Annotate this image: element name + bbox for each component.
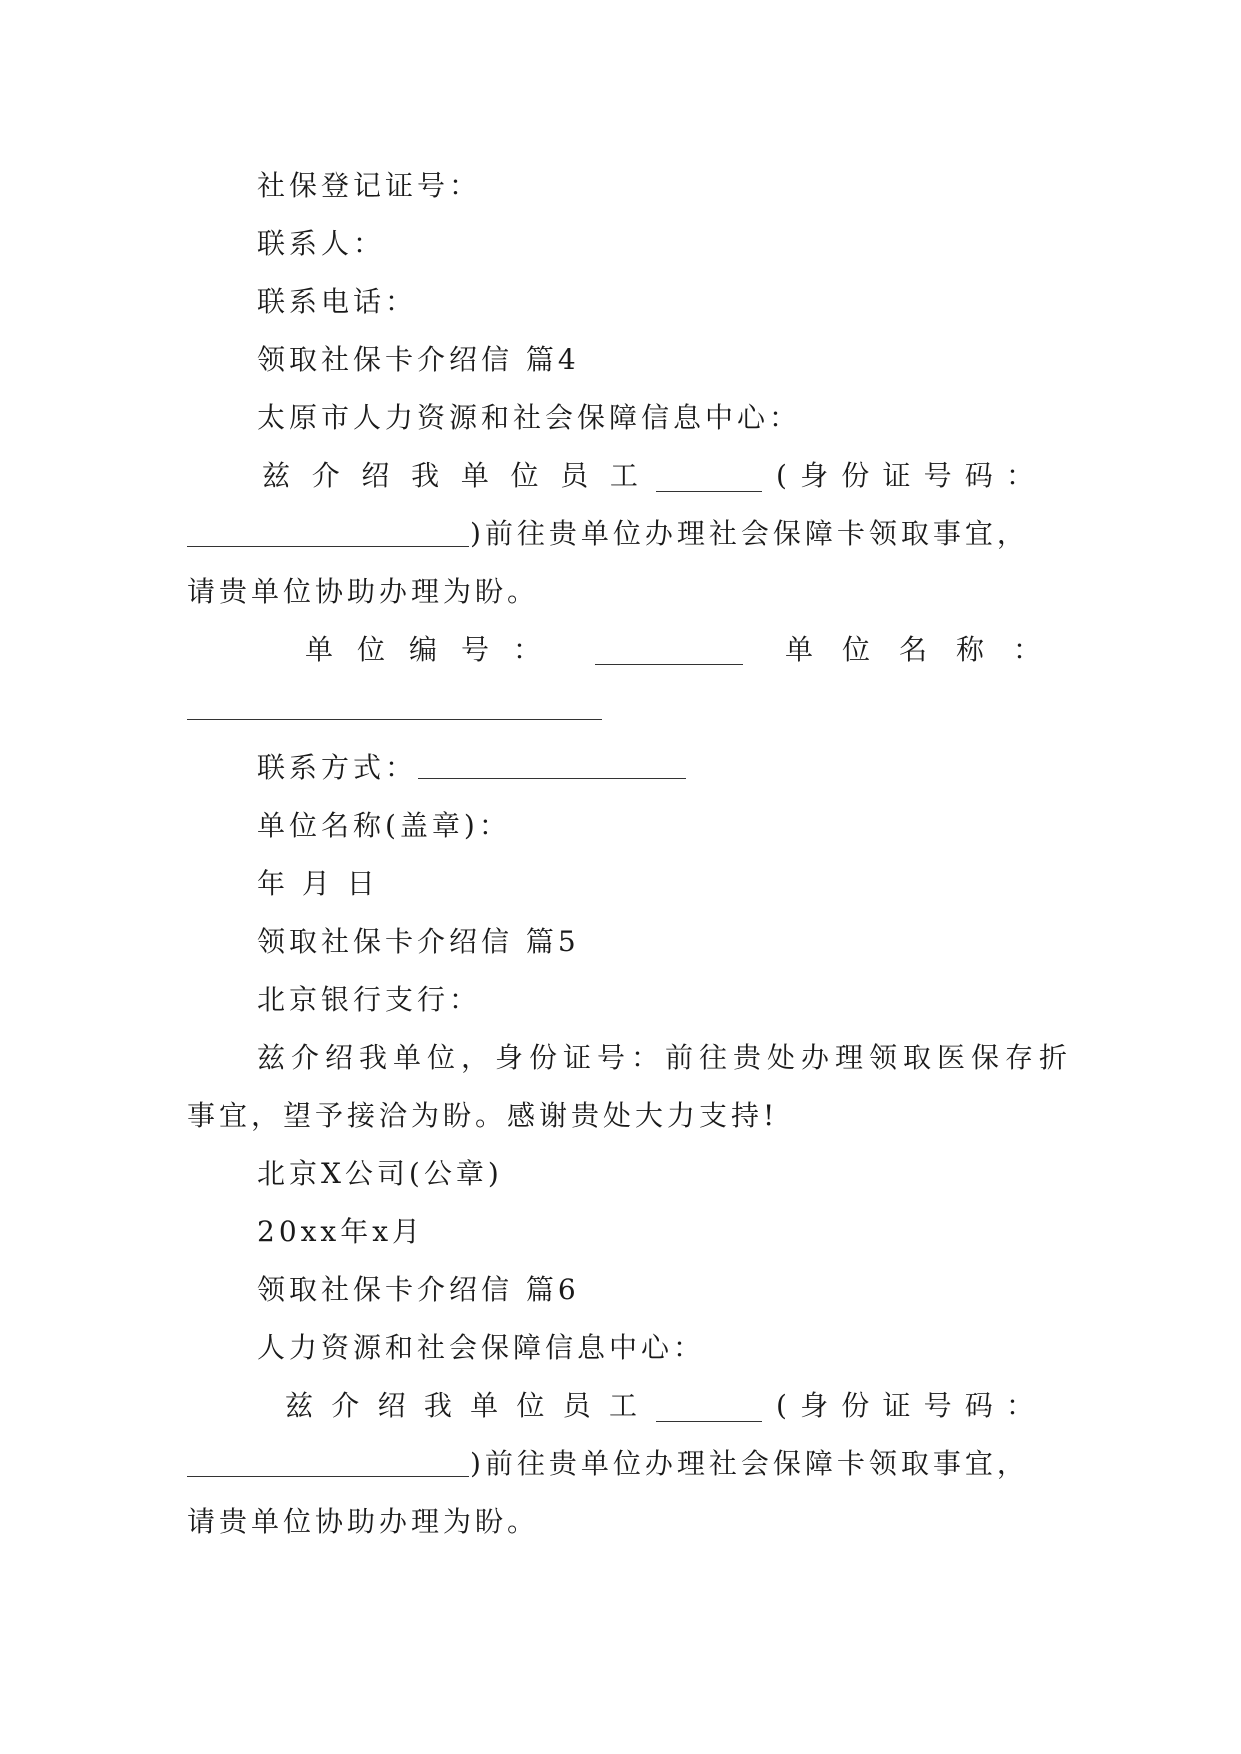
employee-name-blank — [656, 461, 762, 492]
employee-name-blank-6 — [656, 1391, 762, 1422]
intro-continuation-6: )前往贵单位办理社会保障卡领取事宜， — [470, 1447, 1029, 1480]
id-number-blank-6 — [187, 1476, 469, 1477]
recipient-hr-center: 人力资源和社会保障信息中心： — [257, 1331, 706, 1364]
unit-name-label: 单 位 名 称 ： — [785, 633, 1045, 666]
company-seal: 北京X公司(公章) — [257, 1157, 503, 1190]
intro-line-5: 兹介绍我单位，身份证号：前往贵处办理领取医保存折 — [257, 1041, 1074, 1074]
id-number-prompt-4: ( 身 份 证 号 码 ： — [776, 459, 1038, 492]
request-line-4: 请贵单位协助办理为盼。 — [187, 575, 540, 608]
unit-number-blank — [595, 634, 743, 665]
intro-continuation-5: 事宜，望予接洽为盼。感谢贵处大力支持! — [187, 1099, 779, 1132]
id-number-blank-4 — [187, 546, 469, 547]
unit-number-label: 单 位 编 号 ： — [305, 633, 545, 666]
intro-text-4: 兹 介 绍 我 单 位 员 工 — [262, 459, 642, 492]
request-line-6: 请贵单位协助办理为盼。 — [187, 1505, 540, 1538]
intro-continuation-4: )前往贵单位办理社会保障卡领取事宜， — [470, 517, 1029, 550]
date-line-5: 20xx年x月 — [257, 1215, 425, 1248]
recipient-bank: 北京银行支行： — [257, 983, 482, 1016]
contact-method-blank — [418, 778, 686, 779]
intro-text-6: 兹 介 绍 我 单 位 员 工 — [285, 1389, 641, 1422]
section-heading-4: 领取社保卡介绍信 篇4 — [257, 343, 580, 376]
unit-name-blank — [187, 719, 602, 720]
unit-seal-label: 单位名称(盖章)： — [257, 809, 511, 842]
id-number-prompt-6: ( 身 份 证 号 码 ： — [776, 1389, 1038, 1422]
intro-line-6 — [285, 1386, 1038, 1426]
contact-method-label: 联系方式： — [257, 751, 418, 784]
date-line-4: 年 月 日 — [257, 867, 379, 900]
section-heading-5: 领取社保卡介绍信 篇5 — [257, 925, 580, 958]
contact-phone-label: 联系电话： — [257, 285, 418, 318]
intro-line-4 — [262, 456, 1038, 496]
social-security-registration-number-label: 社保登记证号： — [257, 169, 482, 202]
recipient-taiyuan: 太原市人力资源和社会保障信息中心： — [257, 401, 802, 434]
contact-person-label: 联系人： — [257, 227, 386, 260]
section-heading-6: 领取社保卡介绍信 篇6 — [257, 1273, 580, 1306]
